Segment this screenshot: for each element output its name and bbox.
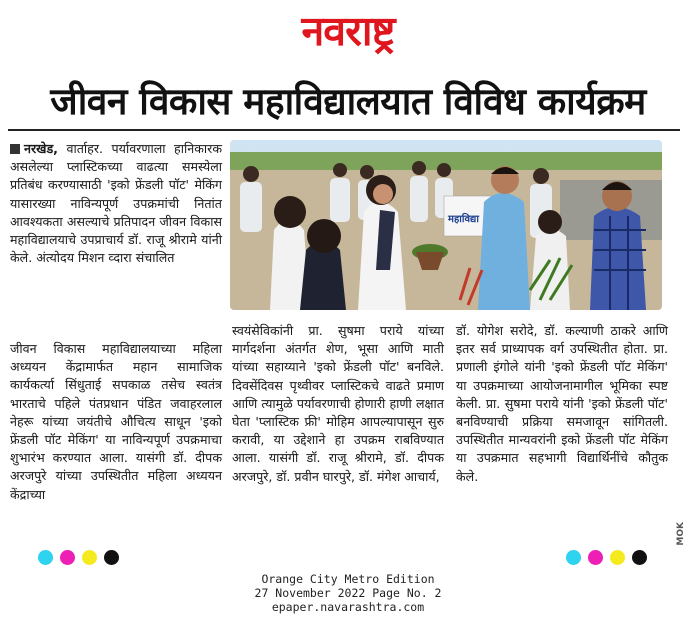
- epaper-url[interactable]: epaper.navarashtra.com: [271, 600, 425, 614]
- side-mark: MOK: [676, 522, 686, 546]
- yellow-swatch: [610, 550, 625, 565]
- article-photo: [230, 140, 662, 310]
- registration-marks-right: [566, 550, 654, 566]
- cyan-swatch: [566, 550, 581, 565]
- masthead: [0, 0, 696, 60]
- article-column-1-bottom: [10, 340, 222, 504]
- photo-illustration: [230, 140, 662, 310]
- dateline: नरखेड,: [24, 141, 58, 156]
- black-swatch: [104, 550, 119, 565]
- edition-name: Orange City Metro Edition: [261, 572, 435, 586]
- yellow-swatch: [82, 550, 97, 565]
- date-page: 27 November 2022 Page No. 2: [254, 586, 442, 600]
- article-column-2: [232, 322, 444, 486]
- magenta-swatch: [60, 550, 75, 565]
- article-paragraph: स्वयंसेविकांनी प्रा. सुषमा पराये यांच्या मार्गदर्शना अंतर्गत शेण, भूसा आणि माती यांच्या सहाय्याने 'इको फ्रेंडली पॉट' बनविले. दिवसेंदिवस पृथ्वीवर प्लास्टिकचे वाढते प्रमाण आणि त्यामुळे पर्यावरणाची होणारी हाणी लक्षात घेता 'प्लास्टिक फ्री' मोहिम आपल्यापासून सुरु करावी, या उद्देशाने हा उपक्रम राबविण्यात आला. यासंगी डॉ. राजू श्रीरामे, डॉ. दीपक अरजपुरे, डॉ. प्रवीन घारपुरे, डॉ. मंगेश आचार्य,: [232, 323, 444, 484]
- article-paragraph: डॉ. योगेश सरोदे, डॉ. कल्याणी ठाकरे आणि इतर सर्व प्राध्यापक वर्ग उपस्थितीत होता. प्रा. प्रणाली इंगोले यांनी 'इको फ्रेंडली पॉट मेकिंग' या उपक्रमाच्या आयोजनामागील भूमिका स्पष्ट केली. प्रा. सुषमा पराये यांनी 'इको फ्रेंडली पॉट' बनविण्याची प्रक्रिया समजावून सांगितली. उपस्थितीत मान्यवरांनी इको फ्रेंडली पॉट मेकिंग या उपक्रमात सहभागी विद्यार्थिनींचे कौतुक केले.: [456, 323, 668, 484]
- article-column-1-top: [10, 140, 222, 267]
- article-lead: वार्ताहर. पर्यावरणाला हानिकारक असलेल्या प्लास्टिकच्या वाढत्या समस्येला प्रतिबंध करण्यासाठी 'इको फ्रेंडली पॉट' मेकिंग यासारख्या नाविन्यपूर्ण उपक्रमांची नितांत आवश्यकता असल्याचे प्रतिपादन जीवन विकास महाविद्यालयाचे उपप्राचार्य डॉ. राजू श्रीरामे यांनी केले. अंत्योदय मिशन व्दारा संचालित: [10, 141, 222, 266]
- bullet-icon: [10, 144, 20, 154]
- registration-marks-left: [38, 550, 126, 566]
- black-swatch: [632, 550, 647, 565]
- article-paragraph: जीवन विकास महाविद्यालयाच्या महिला अध्ययन केंद्रामार्फत महान सामाजिक कार्यकर्त्या सिंधुताई सपकाळ तसेच स्वतंत्र भारताचे पहिले पंतप्रधान पंडित जवाहरलाल नेहरू यांच्या जयंतीचे औचित्य साधून 'इको फ्रेंडली पॉट मेकिंग' या नाविन्यपूर्ण उपक्रमाचा शुभारंभ करण्यात आला. यासंगी डॉ. दीपक अरजपुरे यांच्या उपस्थितीत महिला अध्ययन केंद्राच्या: [10, 341, 222, 502]
- headline-rule: [8, 129, 680, 131]
- article-column-3: [456, 322, 668, 486]
- magenta-swatch: [588, 550, 603, 565]
- cyan-swatch: [38, 550, 53, 565]
- newspaper-logo: नवराष्ट्र: [301, 7, 395, 55]
- banner-text: महाविद्या: [448, 214, 479, 225]
- article-headline: जीवन विकास महाविद्यालयात विविध कार्यक्रम: [50, 80, 646, 123]
- footer: [0, 566, 696, 619]
